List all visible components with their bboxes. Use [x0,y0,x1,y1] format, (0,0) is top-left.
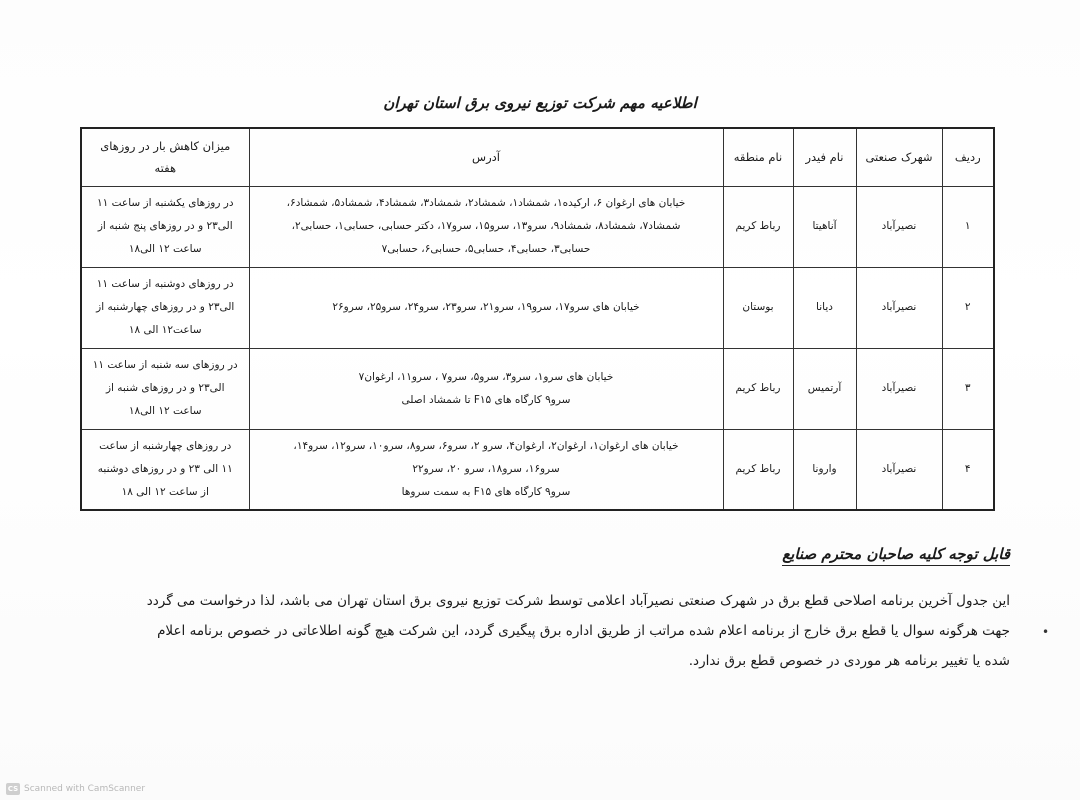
outage-schedule-table [80,127,995,511]
feeder-name-cell: آناهیتا [793,186,856,267]
industrial-town-cell: نصیرآباد [856,348,942,429]
load-line: در روزهای چهارشنبه از ساعت [99,439,232,452]
load-line: ساعت ۱۲ الی۱۸ [128,243,202,255]
load-line: الی۲۳ و در روزهای چهارشنبه از [96,301,235,313]
load-line: ۱۱ الی ۲۳ و در روزهای دوشنبه [97,462,233,475]
address-cell [249,267,723,348]
load-line: از ساعت ۱۲ الی ۱۸ [121,485,209,498]
load-line: ساعت ۱۲ الی۱۸ [128,405,202,417]
margin-mark: • [1042,625,1050,639]
load-reduction-cell [81,186,249,267]
load-line: الی۲۳ و در روزهای شنبه از [105,382,225,394]
header-industrial-town: شهرک صنعتی [856,128,942,186]
address-line: خیابان های سرو۱، سرو۳، سرو۵، سرو۷ ، سرو۱۱، ارغوان۷ [358,370,614,383]
header-load-reduction: میزان کاهش بار در روزهای هفته [81,128,249,186]
document-title: اطلاعیه مهم شرکت توزیع نیروی برق استان تهران [383,94,697,112]
address-line: خیابان های سرو۱۷، سرو۱۹، سرو۲۱، سرو۲۳، سرو۲۴، سرو۲۵، سرو۲۶ [332,301,640,313]
table-header-row [81,128,994,186]
load-reduction-cell [81,429,249,510]
address-line: خیابان های ارغوان۱، ارغوان۲، ارغوان۴، سرو ۲، سرو۶، سرو۸، سرو۱۰، سرو۱۲، سرو۱۴، [293,439,679,452]
load-reduction-cell [81,348,249,429]
scanner-label: Scanned with CamScanner [24,784,146,794]
address-line: سرو۹ کارگاه های F۱۵ تا شمشاد اصلی [401,393,571,406]
region-name-cell: رباط کریم [723,348,793,429]
industrial-town-cell: نصیرآباد [856,267,942,348]
scanner-watermark [6,783,145,795]
load-line: در روزهای یکشنبه از ساعت ۱۱ [97,197,234,209]
feeder-name-cell: وارونا [793,429,856,510]
table-row [81,429,994,510]
table-row [81,186,994,267]
table-row [81,348,994,429]
region-name-cell: رباط کریم [723,186,793,267]
row-number-cell: ۳ [942,348,994,429]
notice-line: شده یا تغییر برنامه هر موردی در خصوص قطع برق ندارد. [688,653,1010,669]
load-line: در روزهای دوشنبه از ساعت ۱۱ [96,278,234,290]
address-cell [249,348,723,429]
address-line: سرو۱۶، سرو۱۸، سرو ۲۰، سرو۲۲ [412,462,560,475]
load-line: ساعت۱۲ الی ۱۸ [128,324,202,336]
row-number-cell: ۲ [942,267,994,348]
header-feeder-name: نام فیدر [793,128,856,186]
notice-body [140,586,1010,676]
address-line: سرو۹ کارگاه های F۱۵ به سمت سروها [401,485,571,498]
notice-line: این جدول آخرین برنامه اصلاحی قطع برق در شهرک صنعتی نصیرآباد اعلامی توسط شرکت توزیع نیروی برق استان تهران می باشد، لذا درخواست می گردد [146,593,1010,609]
camscanner-logo-icon: CS [7,785,19,793]
row-number-cell: ۴ [942,429,994,510]
header-region-name: نام منطقه [723,128,793,186]
address-line: خیابان های ارغوان ۶، ارکیده۱، شمشاد۱، شمشاد۲، شمشاد۳، شمشاد۴، شمشاد۵، شمشاد۶، [286,197,686,209]
header-row-number: ردیف [942,128,994,186]
industrial-town-cell: نصیرآباد [856,186,942,267]
address-line: شمشاد۷، شمشاد۸، شمشاد۹، سرو۱۳، سرو۱۵، سرو۱۷، دکتر حسابی، حسابی۱، حسابی۲، [291,220,681,232]
header-address: آدرس [249,128,723,186]
load-line: در روزهای سه شنبه از ساعت ۱۱ [92,359,238,371]
region-name-cell: رباط کریم [723,429,793,510]
notice-line: جهت هرگونه سوال یا قطع برق خارج از برنامه اعلام شده مراتب از طریق اداره برق پیگیری گردد، این شرکت هیچ گونه اطلاعاتی در خصوص برنامه اعلام [157,623,1010,639]
notice-heading: قابل توجه کلیه صاحبان محترم صنایع [782,545,1010,566]
load-line: الی۲۳ و در روزهای پنج شنبه از [97,220,233,232]
address-cell [249,186,723,267]
address-line: حسابی۳، حسابی۴، حسابی۵، حسابی۶، حسابی۷ [381,243,591,255]
feeder-name-cell: دیانا [793,267,856,348]
industrial-town-cell: نصیرآباد [856,429,942,510]
load-reduction-cell [81,267,249,348]
feeder-name-cell: آرتمیس [793,348,856,429]
address-cell [249,429,723,510]
row-number-cell: ۱ [942,186,994,267]
region-name-cell: بوستان [723,267,793,348]
table-row [81,267,994,348]
